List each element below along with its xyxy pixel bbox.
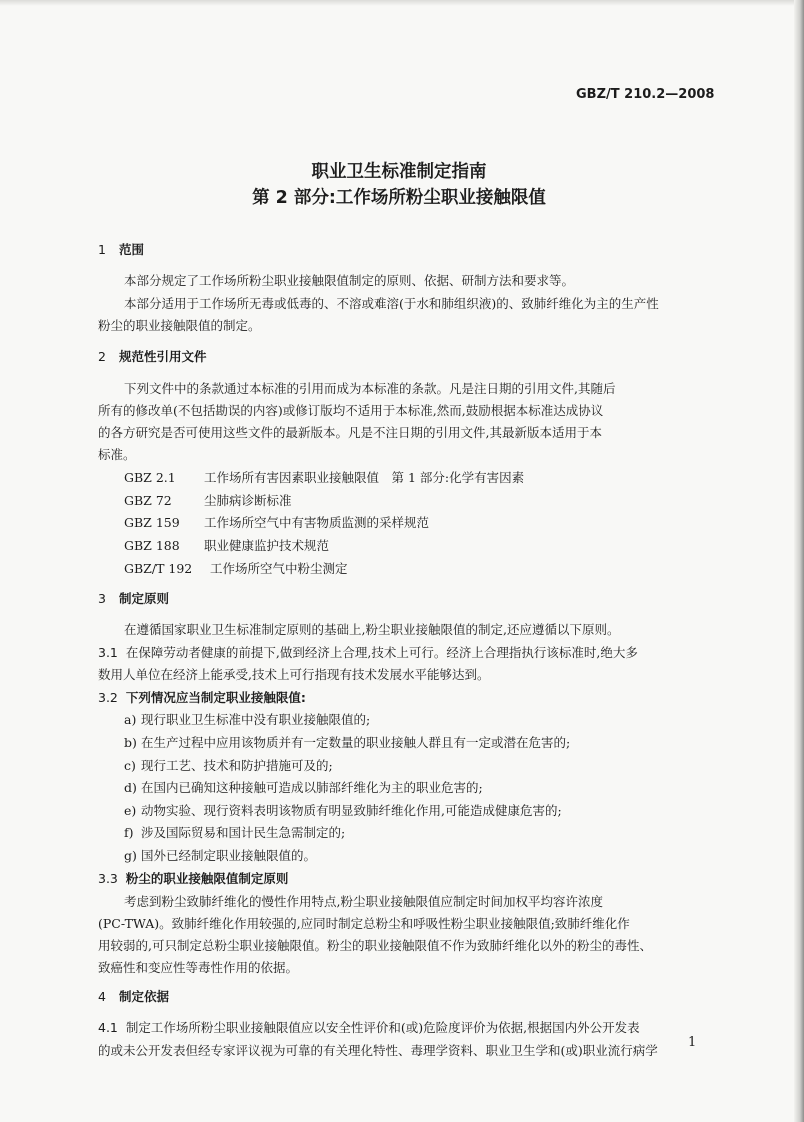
section-2-paragraph: 的各方研究是否可使用这些文件的最新版本。凡是不注日期的引用文件,其最新版本适用于本 — [98, 425, 602, 440]
clause-3-1: 3.1 在保障劳动者健康的前提下,做到经济上合理,技术上可行。经济上合理指执行该标准时,绝大多 — [98, 645, 638, 660]
list-item: a) 现行职业卫生标准中没有职业接触限值的; — [124, 712, 371, 727]
clause-3-3-paragraph: 用较弱的,可只制定总粉尘职业接触限值。粉尘的职业接触限值不作为致肺纤维化以外的粉尘的毒性、 — [98, 938, 652, 953]
list-item: f) 涉及国际贸易和国计民生急需制定的; — [124, 825, 346, 840]
clause-3-3-heading: 3.3 粉尘的职业接触限值制定原则 — [98, 871, 289, 886]
reference-item: GBZ 72 尘肺病诊断标准 — [124, 493, 292, 508]
section-1-paragraph: 粉尘的职业接触限值的制定。 — [98, 318, 261, 333]
list-item: d) 在国内已确知这种接触可造成以肺部纤维化为主的职业危害的; — [124, 780, 483, 795]
document-subtitle: 第 2 部分:工作场所粉尘职业接触限值 — [252, 188, 546, 208]
reference-item: GBZ 2.1 工作场所有害因素职业接触限值 第 1 部分:化学有害因素 — [124, 470, 525, 485]
section-2-heading: 2 规范性引用文件 — [98, 349, 207, 364]
clause-4-1-continuation: 的或未公开发表但经专家评议视为可靠的有关理化特性、毒理学资料、职业卫生学和(或)职业流行病学 — [98, 1043, 658, 1058]
section-1-heading: 1 范围 — [98, 242, 144, 257]
section-2-paragraph: 下列文件中的条款通过本标准的引用而成为本标准的条款。凡是注日期的引用文件,其随后 — [124, 381, 616, 396]
clause-3-2-heading: 3.2 下列情况应当制定职业接触限值: — [98, 690, 306, 705]
page-number: 1 — [688, 1035, 697, 1050]
reference-item: GBZ 159 工作场所空气中有害物质监测的采样规范 — [124, 515, 430, 530]
standard-code: GBZ/T 210.2—2008 — [576, 87, 715, 102]
list-item: b) 在生产过程中应用该物质并有一定数量的职业接触人群且有一定或潜在危害的; — [124, 735, 571, 750]
clause-3-3-paragraph: (PC-TWA)。致肺纤维化作用较强的,应同时制定总粉尘和呼吸性粉尘职业接触限值;致肺纤维化作 — [98, 916, 630, 931]
list-item: e) 动物实验、现行资料表明该物质有明显致肺纤维化作用,可能造成健康危害的; — [124, 803, 562, 818]
section-2-paragraph: 所有的修改单(不包括勘误的内容)或修订版均不适用于本标准,然而,鼓励根据本标准达成协议 — [98, 403, 604, 418]
scan-top-shadow — [0, 0, 804, 6]
list-item: c) 现行工艺、技术和防护措施可及的; — [124, 758, 333, 773]
section-1-paragraph: 本部分适用于工作场所无毒或低毒的、不溶或难溶(于水和肺组织液)的、致肺纤维化为主的生产性 — [124, 296, 659, 311]
clause-3-1-continuation: 数用人单位在经济上能承受,技术上可行指现有技术发展水平能够达到。 — [98, 667, 490, 682]
reference-item: GBZ 188 职业健康监护技术规范 — [124, 538, 330, 553]
section-1-paragraph: 本部分规定了工作场所粉尘职业接触限值制定的原则、依据、研制方法和要求等。 — [124, 273, 575, 288]
document-title: 职业卫生标准制定指南 — [311, 162, 487, 182]
section-3-intro: 在遵循国家职业卫生标准制定原则的基础上,粉尘职业接触限值的制定,还应遵循以下原则。 — [124, 622, 620, 637]
section-3-heading: 3 制定原则 — [98, 591, 169, 606]
clause-3-3-paragraph: 致癌性和变应性等毒性作用的依据。 — [98, 960, 299, 975]
reference-item: GBZ/T 192 工作场所空气中粉尘测定 — [124, 561, 348, 576]
clause-3-3-paragraph: 考虑到粉尘致肺纤维化的慢性作用特点,粉尘职业接触限值应制定时间加权平均容许浓度 — [124, 894, 603, 909]
list-item: g) 国外已经制定职业接触限值的。 — [124, 848, 317, 863]
clause-4-1: 4.1 制定工作场所粉尘职业接触限值应以安全性评价和(或)危险度评价为依据,根据国内外公开发表 — [98, 1020, 640, 1035]
section-2-paragraph: 标准。 — [98, 447, 136, 462]
section-4-heading: 4 制定依据 — [98, 989, 169, 1004]
